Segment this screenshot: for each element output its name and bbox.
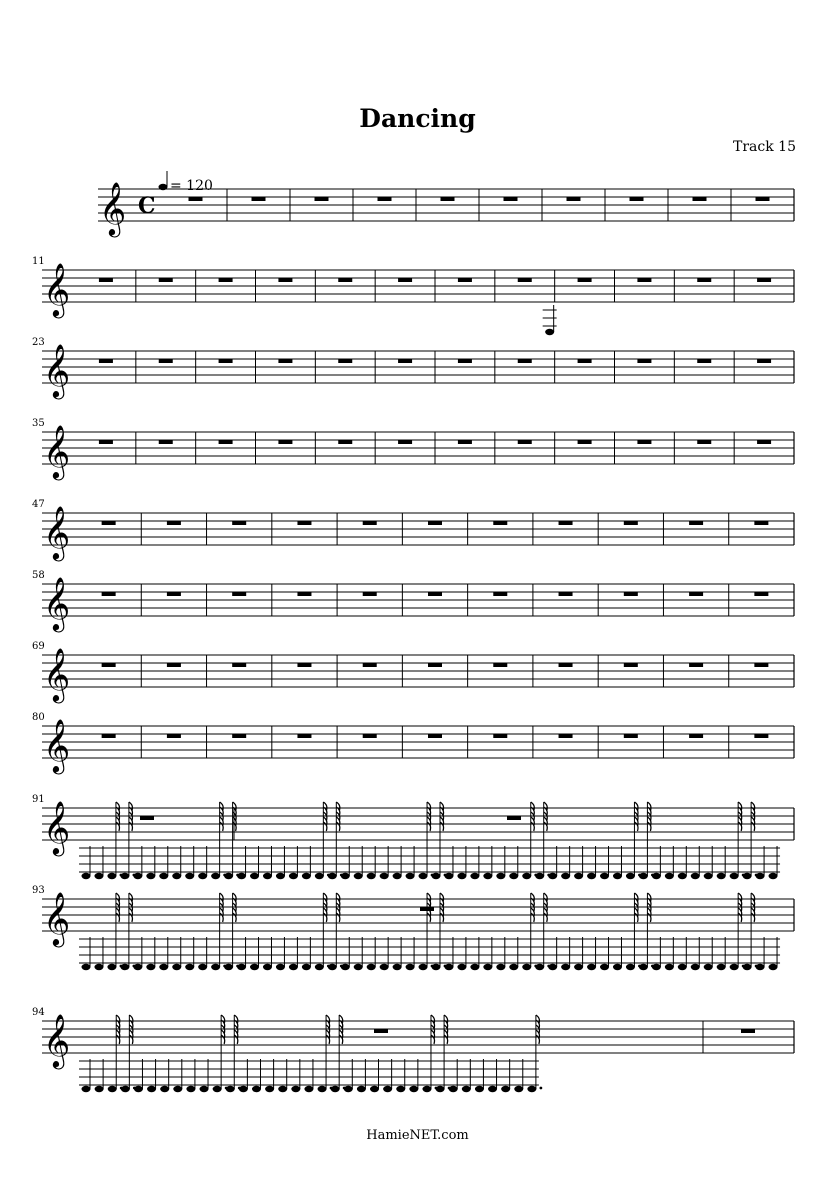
whole-rest (757, 440, 771, 444)
note-head (600, 873, 609, 879)
treble-clef: 𝄞 (43, 800, 71, 854)
measure-number: 94 (32, 1007, 45, 1018)
note-head (561, 964, 570, 970)
note-head (626, 873, 635, 879)
note-head (691, 873, 700, 879)
whole-rest (578, 440, 592, 444)
note-head (94, 964, 103, 970)
staff-system (32, 794, 794, 879)
note-head (252, 1086, 261, 1092)
whole-rest (398, 359, 412, 363)
note-head (172, 964, 181, 970)
whole-rest (493, 734, 507, 738)
note-head (548, 873, 557, 879)
whole-rest (559, 521, 573, 525)
whole-rest (754, 734, 768, 738)
whole-rest (624, 663, 638, 667)
note-head (743, 873, 752, 879)
whole-rest (693, 197, 707, 201)
whole-rest (219, 440, 233, 444)
note-head (470, 964, 479, 970)
note-head (769, 964, 778, 970)
whole-rest (493, 521, 507, 525)
note-head (756, 873, 765, 879)
whole-rest (559, 663, 573, 667)
note-head (250, 964, 259, 970)
note-head (224, 964, 233, 970)
whole-rest (441, 197, 455, 201)
note-head (561, 873, 570, 879)
whole-rest (232, 734, 246, 738)
staff-system (32, 337, 794, 399)
whole-rest (637, 359, 651, 363)
whole-rest (338, 359, 352, 363)
whole-rest (458, 440, 472, 444)
note-head (341, 873, 350, 879)
note-head (172, 873, 181, 879)
treble-clef: 𝄞 (43, 1013, 71, 1067)
note-head (289, 873, 298, 879)
whole-rest (297, 521, 311, 525)
note-head (496, 964, 505, 970)
whole-rest (697, 359, 711, 363)
whole-rest (232, 663, 246, 667)
whole-rest (363, 521, 377, 525)
note-head (449, 1086, 458, 1092)
note-head (276, 873, 285, 879)
whole-rest (754, 521, 768, 525)
note-head (678, 964, 687, 970)
whole-rest (297, 592, 311, 596)
measure-number: 91 (32, 794, 45, 805)
note-head (527, 1086, 536, 1092)
note-head (436, 1086, 445, 1092)
note-head (509, 964, 518, 970)
note-head (409, 1086, 418, 1092)
note-head (730, 964, 739, 970)
note-head (304, 1086, 313, 1092)
note-head (393, 873, 402, 879)
note-head (383, 1086, 392, 1092)
note-head (444, 964, 453, 970)
note-head (200, 1086, 209, 1092)
whole-rest (493, 592, 507, 596)
whole-rest (428, 734, 442, 738)
measure-number: 80 (32, 712, 45, 723)
note-head (185, 873, 194, 879)
note-head (120, 873, 129, 879)
whole-rest (428, 663, 442, 667)
note-head (730, 873, 739, 879)
whole-rest (559, 734, 573, 738)
note-head (419, 964, 428, 970)
note-head (146, 964, 155, 970)
measure-number: 11 (32, 256, 45, 267)
note-head (278, 1086, 287, 1092)
whole-rest (102, 734, 116, 738)
note-head (82, 1086, 91, 1092)
note-head (250, 873, 259, 879)
note-head (341, 964, 350, 970)
whole-rest (232, 592, 246, 596)
whole-rest (578, 359, 592, 363)
note-head (545, 329, 554, 335)
measure-number: 23 (32, 337, 45, 348)
note-head (574, 964, 583, 970)
measure-number: 35 (32, 418, 45, 429)
note-head (496, 873, 505, 879)
whole-rest (167, 734, 181, 738)
note-head (263, 964, 272, 970)
note-head (457, 873, 466, 879)
whole-rest (507, 816, 521, 820)
tempo-marking: = 120 (170, 178, 213, 194)
note-head (108, 1086, 117, 1092)
note-head (535, 964, 544, 970)
whole-rest (504, 197, 518, 201)
note-head (406, 873, 415, 879)
note-head (133, 873, 142, 879)
note-head (769, 873, 778, 879)
note-head (393, 964, 402, 970)
treble-clef: 𝄞 (43, 505, 71, 559)
whole-rest (159, 359, 173, 363)
note-head (133, 964, 142, 970)
whole-rest (756, 197, 770, 201)
whole-rest (567, 197, 581, 201)
note-head (331, 1086, 340, 1092)
whole-rest (378, 197, 392, 201)
whole-rest (493, 663, 507, 667)
note-head (134, 1086, 143, 1092)
note-head (704, 964, 713, 970)
treble-clef: 𝄞 (43, 718, 71, 772)
note-head (717, 964, 726, 970)
whole-rest (219, 359, 233, 363)
note-head (367, 964, 376, 970)
whole-rest (363, 663, 377, 667)
note-head (213, 1086, 222, 1092)
score-title: Dancing (359, 104, 476, 133)
note-head (522, 873, 531, 879)
whole-rest (398, 278, 412, 282)
whole-rest (754, 663, 768, 667)
note-head (652, 964, 661, 970)
whole-rest (140, 816, 154, 820)
whole-rest (297, 663, 311, 667)
treble-clef: 𝄞 (43, 343, 71, 397)
note-head (107, 964, 116, 970)
note-head (302, 873, 311, 879)
note-head (396, 1086, 405, 1092)
note-head (639, 964, 648, 970)
whole-rest (624, 521, 638, 525)
whole-rest (757, 359, 771, 363)
note-head (185, 964, 194, 970)
note-head (380, 964, 389, 970)
whole-rest (278, 278, 292, 282)
staff-system (32, 570, 794, 632)
note-head (147, 1086, 156, 1092)
note-head (535, 873, 544, 879)
note-head (237, 873, 246, 879)
note-head (457, 964, 466, 970)
time-signature: C (138, 193, 156, 219)
note-head (462, 1086, 471, 1092)
whole-rest (363, 734, 377, 738)
note-head (315, 873, 324, 879)
whole-rest (630, 197, 644, 201)
note-head (198, 964, 207, 970)
note-head (613, 873, 622, 879)
note-head (548, 964, 557, 970)
measure-number: 69 (32, 641, 45, 652)
staff-system (98, 171, 794, 237)
whole-rest (458, 359, 472, 363)
note-head (406, 964, 415, 970)
note-head (652, 873, 661, 879)
whole-rest (102, 592, 116, 596)
whole-rest (99, 440, 113, 444)
note-head (470, 873, 479, 879)
note-head (444, 873, 453, 879)
staff-system (32, 256, 794, 335)
staff-system (32, 418, 794, 480)
whole-rest (167, 663, 181, 667)
whole-rest (697, 440, 711, 444)
note-head (173, 1086, 182, 1092)
note-head (211, 964, 220, 970)
note-head (756, 964, 765, 970)
whole-rest (159, 440, 173, 444)
whole-rest (167, 592, 181, 596)
note-head (613, 964, 622, 970)
whole-rest (578, 278, 592, 282)
whole-rest (697, 278, 711, 282)
note-head (265, 1086, 274, 1092)
note-head (328, 873, 337, 879)
note-head (587, 873, 596, 879)
whole-rest (167, 521, 181, 525)
note-head (354, 873, 363, 879)
whole-rest (757, 278, 771, 282)
note-head (344, 1086, 353, 1092)
note-head (678, 873, 687, 879)
note-head (121, 1086, 130, 1092)
whole-rest (428, 592, 442, 596)
note-head (82, 873, 91, 879)
note-head (289, 964, 298, 970)
note-head (263, 873, 272, 879)
whole-rest (518, 359, 532, 363)
note-head (432, 964, 441, 970)
treble-clef: 𝄞 (43, 647, 71, 701)
note-head (501, 1086, 510, 1092)
staff-system (32, 712, 794, 774)
note-head (94, 873, 103, 879)
whole-rest (232, 521, 246, 525)
whole-rest (458, 278, 472, 282)
note-head (488, 1086, 497, 1092)
staff-system (32, 885, 794, 970)
note-head (159, 964, 168, 970)
note-head (380, 873, 389, 879)
treble-clef: 𝄞 (43, 891, 71, 945)
note-head (717, 873, 726, 879)
whole-rest (624, 734, 638, 738)
note-head (357, 1086, 366, 1092)
whole-rest (428, 521, 442, 525)
whole-rest (338, 440, 352, 444)
whole-rest (159, 278, 173, 282)
whole-rest (689, 521, 703, 525)
note-head (522, 964, 531, 970)
note-head (198, 873, 207, 879)
treble-clef: 𝄞 (43, 576, 71, 630)
treble-clef: 𝄞 (43, 424, 71, 478)
whole-rest (315, 197, 329, 201)
tempo-note-head (159, 184, 168, 190)
whole-rest (99, 359, 113, 363)
note-head (600, 964, 609, 970)
measure-number: 47 (32, 499, 45, 510)
note-head (211, 873, 220, 879)
note-head (95, 1086, 104, 1092)
note-head (665, 873, 674, 879)
note-head (475, 1086, 484, 1092)
measure-number: 58 (32, 570, 45, 581)
whole-rest (278, 359, 292, 363)
note-head (315, 964, 324, 970)
note-head (159, 873, 168, 879)
note-head (354, 964, 363, 970)
whole-rest (624, 592, 638, 596)
note-head (587, 964, 596, 970)
treble-clef: 𝄞 (43, 262, 71, 316)
whole-rest (99, 278, 113, 282)
note-head (367, 873, 376, 879)
note-head (422, 1086, 431, 1092)
whole-rest (518, 440, 532, 444)
note-head (483, 964, 492, 970)
whole-rest (297, 734, 311, 738)
whole-rest (219, 278, 233, 282)
whole-rest (689, 663, 703, 667)
note-head (665, 964, 674, 970)
whole-rest (374, 1029, 388, 1033)
whole-rest (252, 197, 266, 201)
note-head (328, 964, 337, 970)
whole-rest (338, 278, 352, 282)
note-head (276, 964, 285, 970)
note-head (509, 873, 518, 879)
whole-rest (189, 197, 203, 201)
note-head (302, 964, 311, 970)
whole-rest (689, 592, 703, 596)
note-head (82, 964, 91, 970)
note-head (483, 873, 492, 879)
staff-system (32, 499, 794, 561)
note-head (239, 1086, 248, 1092)
note-head (107, 873, 116, 879)
note-head (291, 1086, 300, 1092)
note-dot (539, 1087, 542, 1090)
note-head (318, 1086, 327, 1092)
note-head (146, 873, 155, 879)
note-head (226, 1086, 235, 1092)
treble-clef: 𝄞 (99, 181, 127, 235)
note-head (514, 1086, 523, 1092)
note-head (419, 873, 428, 879)
note-head (432, 873, 441, 879)
whole-rest (637, 278, 651, 282)
whole-rest (398, 440, 412, 444)
note-head (160, 1086, 169, 1092)
note-head (120, 964, 129, 970)
whole-rest (102, 521, 116, 525)
footer-credit: HamieNET.com (366, 1128, 469, 1143)
note-head (224, 873, 233, 879)
staff-system (32, 641, 794, 703)
whole-rest (363, 592, 377, 596)
note-head (691, 964, 700, 970)
whole-rest (689, 734, 703, 738)
whole-rest (754, 592, 768, 596)
measure-number: 93 (32, 885, 45, 896)
note-head (626, 964, 635, 970)
note-head (639, 873, 648, 879)
whole-rest (741, 1029, 755, 1033)
note-head (574, 873, 583, 879)
whole-rest (102, 663, 116, 667)
note-head (237, 964, 246, 970)
whole-rest (278, 440, 292, 444)
note-head (186, 1086, 195, 1092)
whole-rest (420, 907, 434, 911)
note-head (704, 873, 713, 879)
whole-rest (637, 440, 651, 444)
composer-label: Track 15 (733, 139, 796, 155)
staff-system (32, 1007, 794, 1092)
note-head (370, 1086, 379, 1092)
whole-rest (559, 592, 573, 596)
note-head (743, 964, 752, 970)
whole-rest (518, 278, 532, 282)
